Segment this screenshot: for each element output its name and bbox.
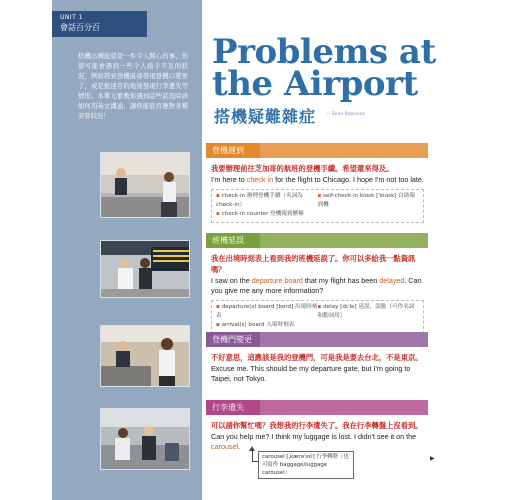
- vocab-text: check-in counter 登機報到櫃檯: [221, 211, 304, 217]
- section-title: 班機延誤: [212, 236, 244, 245]
- dialogue-en-text: I saw on the: [211, 276, 252, 285]
- departure-gate-photo: [100, 325, 190, 387]
- vocab-item: ▪ check-in 辦理登機手續（名詞為 check-in）: [216, 193, 303, 208]
- section-header: [206, 143, 428, 158]
- carousel-note: carousel [ˌkærəˈsɛl] 行李轉盤（也可寫作 baggage/luggage carousel）: [258, 451, 354, 479]
- check-in-photo: [100, 152, 190, 218]
- section-header: [206, 233, 428, 248]
- vocab-item: ▪ departure(s) board [bord] 出境時刻表: [216, 304, 318, 319]
- vocab-item: ▪ delay [dɪˈle] 延誤，誤點（可作名詞和動詞用）: [317, 304, 415, 319]
- byline: — Sean Robinson: [326, 112, 366, 117]
- dialogue-en-text: for the flight to Chicago. I hope I'm not too late.: [273, 175, 424, 184]
- dialogue-en: [206, 276, 428, 296]
- page-title-line2: the Airport: [212, 64, 418, 104]
- section-title: 登機遲到: [212, 146, 244, 155]
- dialogue-en: Excuse me. This should be my departure gate, but I'm going to Taipei, not Tokyo.: [211, 364, 411, 383]
- vocab-text: check-in 辦理登機手續（名詞為 check-in）: [216, 193, 303, 208]
- dialogue-zh: 我在出境時刻表上看到我的班機延誤了。你可以多給我一點資訊嗎？: [211, 254, 416, 274]
- vocab-box: [211, 300, 424, 334]
- dialogue-en-text: .: [238, 442, 241, 451]
- departure-board-photo: [100, 240, 190, 298]
- keyword-highlight: departure board: [251, 276, 303, 285]
- intro-paragraph: 搭機出國旅遊是一件令人開心的事，但卻可能會遇到一些令人措手不及的狀況，例如趕到登機區卻發現登機口變更了，或是抵達目的地後發現行李遺失等情形。本單元要教你遇到這些狀況時該如何用英文溝通，讓你能從容應對各種突發狀況！: [78, 53, 188, 120]
- vocab-text: arrival(s) board 入境時刻表: [221, 322, 295, 328]
- vocab-item: ▪ arrival(s) board 入境時刻表: [216, 322, 295, 328]
- section-header: [206, 332, 428, 347]
- dialogue-en: [206, 175, 428, 185]
- page-subtitle: 搭機疑難雜症: [214, 107, 317, 126]
- unit-label: UNIT 1: [60, 14, 84, 21]
- section-late-check-in: [206, 143, 428, 223]
- dialogue-en-text: that my flight has been: [302, 276, 380, 285]
- section-lost-luggage: [206, 400, 428, 452]
- page-marker-icon: ▶: [430, 455, 435, 462]
- unit-tag: [52, 11, 147, 37]
- vocab-box: [211, 189, 424, 223]
- section-header: [206, 400, 428, 415]
- dialogue-zh: 可以請你幫忙嗎？我想我的行李遺失了。我在行李轉盤上沒看到。: [211, 421, 423, 430]
- keyword-highlight: delayed: [379, 276, 405, 285]
- unit-title: 會話百分百: [60, 23, 100, 32]
- section-gate-change: [206, 332, 428, 384]
- keyword-highlight: carousel: [211, 442, 239, 451]
- dialogue-en-text: Can you help me? I think my luggage is lost. I didn't see it on the: [211, 432, 417, 441]
- page-title: [212, 32, 436, 104]
- luggage-photo: [100, 408, 190, 470]
- dialogue-zh: 不好意思，這應該是我的登機門，可是我是要去台北，不是東京。: [211, 353, 423, 362]
- dialogue-zh: 我要辦理前往芝加哥的航班的登機手續。希望還來得及。: [211, 164, 394, 173]
- page-title-line1: Problems at: [212, 32, 436, 72]
- vocab-text: departure(s) board [bord] 出境時刻表: [216, 304, 318, 319]
- dialogue-en: [206, 432, 428, 452]
- vocab-text: delay [dɪˈle] 延誤，誤點（可作名詞和動詞用）: [317, 304, 415, 319]
- vocab-text: self-check-in kiosk [ˈkiɑsk] 自助報到機: [317, 193, 416, 208]
- vocab-item: ▪ check-in counter 登機報到櫃檯: [216, 211, 304, 217]
- vocab-item: ▪ self-check-in kiosk [ˈkiɑsk] 自助報到機: [317, 193, 416, 208]
- section-title: 行李遺失: [212, 403, 244, 412]
- dialogue-en-text: . Can you give me any more information?: [211, 276, 422, 295]
- dialogue-en-text: I'm here to: [211, 175, 247, 184]
- section-title: 登機門變更: [212, 335, 252, 344]
- section-flight-delay: [206, 233, 428, 334]
- keyword-highlight: check in: [246, 175, 274, 184]
